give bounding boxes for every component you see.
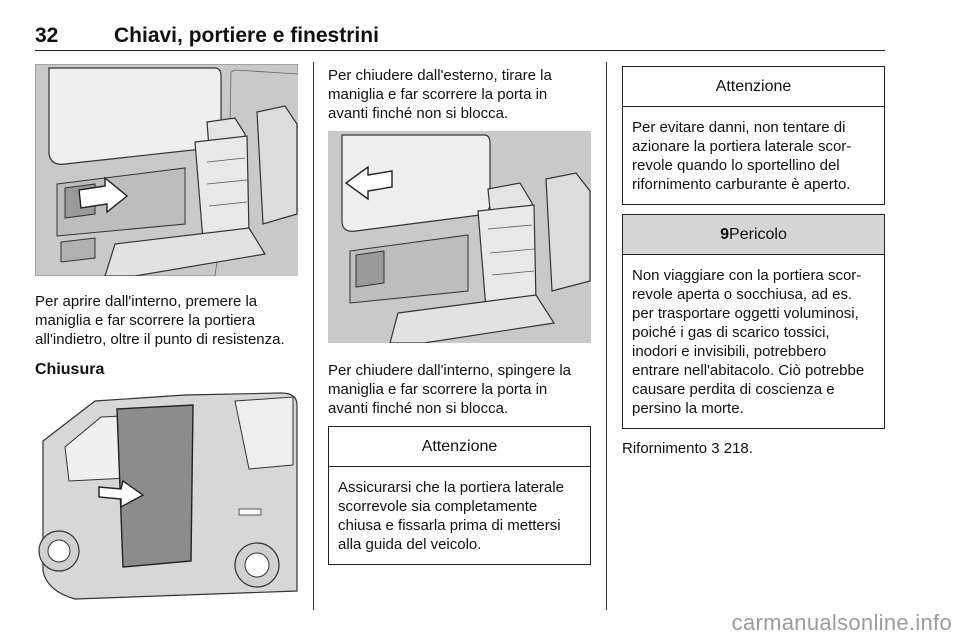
caution-box: [328, 426, 591, 565]
van-sliding-door-closing-illustration: [35, 391, 298, 604]
caution-title: Attenzione: [623, 67, 884, 107]
page-number: 32: [35, 24, 59, 47]
reference-arrow-icon: 3: [711, 440, 720, 457]
reference-page: 218.: [723, 440, 753, 457]
danger-header: [623, 215, 884, 255]
door-interior-open-illustration: [35, 64, 298, 276]
column-divider: [313, 62, 314, 610]
danger-title: Pericolo: [729, 225, 787, 243]
caution-box: [622, 66, 885, 205]
instruction-paragraph: Per chiudere dall'interno, spingere la maniglia e far scorrere la porta in avanti finché non si blocca.: [328, 362, 572, 417]
column-divider: [606, 62, 607, 610]
door-interior-close-illustration: [328, 131, 591, 343]
column-left: [35, 64, 298, 604]
caution-title: Attenzione: [329, 427, 590, 467]
page-header: [35, 24, 885, 51]
caution-text: Per evitare danni, non tentare di azionare la portiera laterale scorrevole quando lo sportellino del rifornimento carburante è aperto.: [632, 119, 852, 193]
reference-label: Rifornimento: [622, 440, 708, 457]
cross-reference: [622, 439, 885, 458]
page-title: Chiavi, portiere e finestrini: [114, 24, 379, 47]
danger-box: [622, 214, 885, 429]
instruction-paragraph: Per chiudere dall'esterno, tirare la maniglia e far scorrere la porta in avanti finché non si blocca.: [328, 67, 552, 122]
watermark: carmanualsonline.info: [731, 610, 952, 635]
column-middle: [328, 64, 591, 565]
section-heading: Chiusura: [35, 361, 105, 378]
instruction-paragraph: Per aprire dall'interno, premere la maniglia e far scorrere la portiera all'indietro, oltre il punto di resistenza.: [35, 293, 285, 348]
caution-text: Assicurarsi che la portiera laterale scorrevole sia completamente chiusa e fissarla prima di mettersi alla guida del veicolo.: [338, 479, 564, 553]
warning-triangle-icon: 9: [720, 225, 730, 243]
danger-text: Non viaggiare con la portiera scorrevole aperta o socchiusa, ad es. per trasportare oggetti voluminosi, poiché i gas di scarico tossici, inodori e invisibili, potrebbero entrare nell'abitacolo. Ciò potrebbe causare perdita di coscienza e persino la morte.: [632, 267, 865, 417]
column-right: [622, 64, 885, 458]
